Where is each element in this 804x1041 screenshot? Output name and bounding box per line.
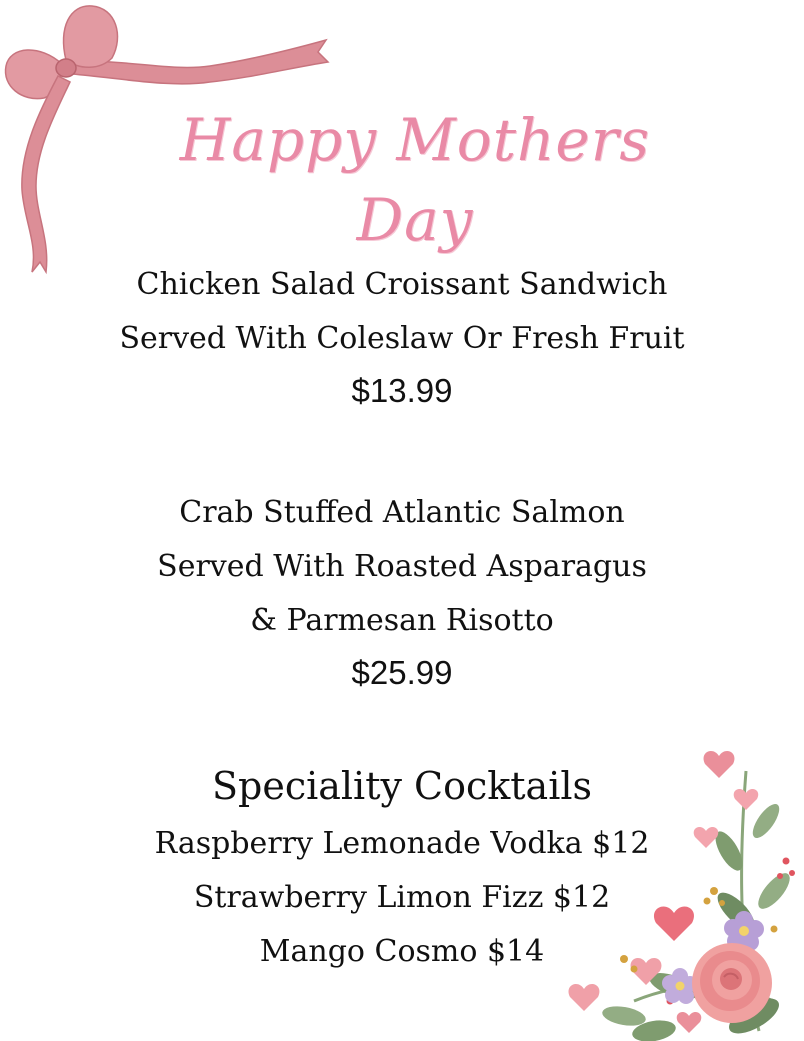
menu-item-description: & Parmesan Risotto — [250, 603, 554, 638]
cocktail-item: Strawberry Limon Fizz $12 — [193, 880, 611, 915]
menu-item-name: Crab Stuffed Atlantic Salmon — [179, 495, 625, 530]
menu-item-description: Served With Coleslaw Or Fresh Fruit — [119, 321, 685, 356]
menu-item-description: Served With Roasted Asparagus — [157, 549, 647, 584]
menu-item-price: $25.99 — [351, 654, 453, 691]
cocktail-item: Mango Cosmo $14 — [259, 934, 545, 969]
page-title: Happy Mothers Day — [179, 106, 651, 254]
floral-bouquet-icon — [474, 731, 804, 1041]
cocktail-item: Raspberry Lemonade Vodka $12 — [154, 826, 650, 861]
menu-item-price: $13.99 — [351, 372, 453, 409]
menu-item-name: Chicken Salad Croissant Sandwich — [136, 267, 668, 302]
cocktails-heading: Speciality Cocktails — [211, 764, 593, 808]
